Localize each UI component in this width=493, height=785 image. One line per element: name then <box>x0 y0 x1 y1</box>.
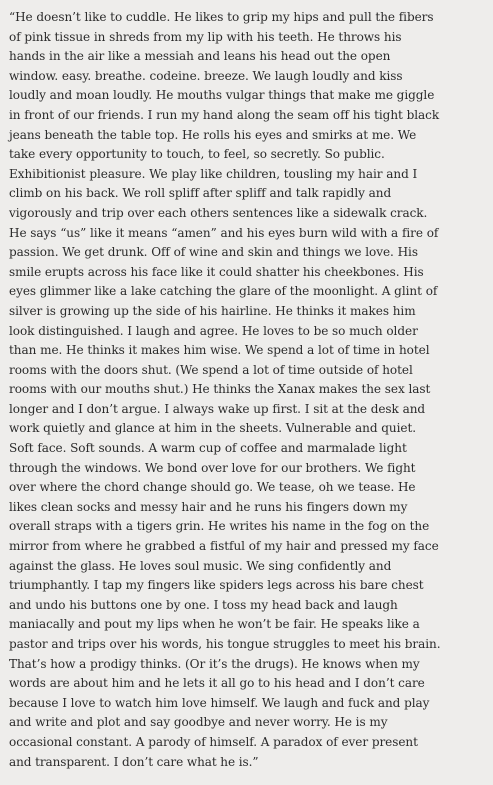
text-line: window. easy. breathe. codeine. breeze. We laugh loudly and kiss <box>9 68 403 83</box>
text-line: smile erupts across his face like it could shatter his cheekbones. His <box>9 264 424 279</box>
text-line: than me. He thinks it makes him wise. We spend a lot of time in hotel <box>9 343 430 358</box>
text-line: longer and I don’t argue. I always wake up first. I sit at the desk and <box>9 401 426 416</box>
text-line: occasional constant. A parody of himself. A paradox of ever present <box>9 734 418 749</box>
text-line: over where the chord change should go. We tease, oh we tease. He <box>9 480 416 495</box>
text-line: “He doesn’t like to cuddle. He likes to grip my hips and pull the fibers <box>9 10 434 24</box>
text-line: words are about him and he lets it all go to his head and I don’t care <box>9 676 425 691</box>
text-line: triumphantly. I tap my fingers like spiders legs across his bare chest <box>9 578 424 593</box>
text-line: look distinguished. I laugh and agree. He loves to be so much older <box>9 323 418 338</box>
text-line: overall straps with a tigers grin. He writes his name in the fog on the <box>9 519 430 534</box>
text-line: rooms with the doors shut. (We spend a lot of time outside of hotel <box>9 362 413 377</box>
text-line: He says “us” like it means “amen” and his eyes burn wild with a fire of <box>9 225 439 240</box>
text-line: vigorously and trip over each others sentences like a sidewalk crack. <box>9 205 428 220</box>
text-line: likes clean socks and messy hair and he runs his fingers down my <box>9 499 408 514</box>
prose-text-block <box>9 8 489 772</box>
text-line: mirror from where he grabbed a fistful of my hair and pressed my face <box>9 539 439 554</box>
text-line: pastor and trips over his words, his tongue struggles to meet his brain. <box>9 637 441 651</box>
text-line: silver is growing up the side of his hairline. He thinks it makes him <box>9 303 416 318</box>
text-line: hands in the air like a messiah and leans his head out the open <box>9 49 391 64</box>
text-line: maniacally and pout my lips when he won’t be fair. He speaks like a <box>9 617 420 632</box>
text-line: because I love to watch him love himself. We laugh and fuck and play <box>9 695 430 710</box>
text-line: rooms with our mouths shut.) He thinks the Xanax makes the sex last <box>9 382 431 397</box>
text-line: That’s how a prodigy thinks. (Or it’s the drugs). He knows when my <box>9 656 420 671</box>
text-line: Exhibitionist pleasure. We play like children, tousling my hair and I <box>9 166 418 181</box>
text-line: Soft face. Soft sounds. A warm cup of coffee and marmalade light <box>9 441 407 456</box>
text-line: through the windows. We bond over love for our brothers. We fight <box>9 460 416 475</box>
text-line: and undo his buttons one by one. I toss my head back and laugh <box>9 597 398 612</box>
text-line: climb on his back. We roll spliff after spliff and talk rapidly and <box>9 186 392 201</box>
text-line: passion. We get drunk. Off of wine and skin and things we love. His <box>9 245 418 260</box>
text-line: take every opportunity to touch, to feel, so secretly. So public. <box>9 147 385 162</box>
text-line: in front of our friends. I run my hand along the seam off his tight black <box>9 107 440 122</box>
text-line: loudly and moan loudly. He mouths vulgar things that make me giggle <box>9 88 435 103</box>
text-line: and transparent. I don’t care what he is.” <box>9 754 259 769</box>
text-line: jeans beneath the table top. He rolls his eyes and smirks at me. We <box>9 127 417 142</box>
text-line: eyes glimmer like a lake catching the glare of the moonlight. A glint of <box>9 284 438 299</box>
text-line: and write and plot and say goodbye and never worry. He is my <box>9 715 388 730</box>
text-line: against the glass. He loves soul music. We sing confidently and <box>9 558 392 573</box>
text-line: of pink tissue in shreds from my lip with his teeth. He throws his <box>9 29 402 44</box>
text-line: work quietly and glance at him in the sheets. Vulnerable and quiet. <box>9 421 417 436</box>
